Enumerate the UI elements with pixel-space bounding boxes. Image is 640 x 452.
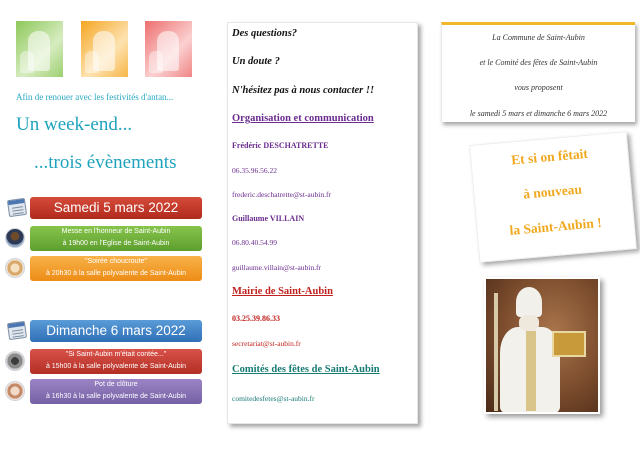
announce-dates: le samedi 5 mars et dimanche 6 mars 2022: [469, 109, 608, 118]
church-icon: [5, 228, 25, 248]
event-title: Messe en l'honneur de Saint-Aubin: [61, 228, 171, 235]
contact-us-line: N'hésitez pas à nous contacter !!: [232, 85, 375, 96]
event-choucroute: [30, 256, 202, 281]
person1-phone: 06.35.96.56.22: [232, 166, 277, 175]
event-closing-drink: [30, 379, 202, 404]
fete-line: la Saint-Aubin !: [508, 214, 603, 238]
event-title: Pot de clôture: [94, 381, 138, 388]
event-time-place: à 16h30 à la salle polyvalente de Saint-Aubin: [45, 393, 187, 400]
fete-line: Et si on fêtait: [510, 145, 589, 168]
decorative-photo-orange: [81, 21, 128, 77]
food-icon: [5, 258, 25, 278]
announce-line: vous proposent: [514, 83, 563, 92]
intro-text: Afin de renouer avec les festivités d'antan...: [16, 92, 174, 102]
person1-email[interactable]: frederic.deschatrette@st-aubin.fr: [232, 190, 331, 199]
question-line: Des questions?: [232, 28, 298, 39]
person2-phone: 06.80.40.54.99: [232, 238, 277, 247]
person1-name: Frédéric DESCHATRETTE: [232, 141, 329, 150]
title-three-events: ...trois évènements: [34, 152, 177, 173]
event-time-place: à 20h30 à la salle polyvalente de Saint-Aubin: [45, 270, 187, 277]
announce-line: La Commune de Saint-Aubin: [492, 33, 585, 42]
announce-line: et le Comité des fêtes de Saint-Aubin: [479, 58, 598, 67]
event-story: [30, 349, 202, 374]
mairie-heading: Mairie de Saint-Aubin: [232, 286, 333, 297]
event-title: "Si Saint-Aubin m'était contée...": [65, 351, 167, 358]
decorative-photo-red: [145, 21, 192, 77]
doubt-line: Un doute ?: [232, 56, 280, 67]
person2-name: Guillaume VILLAIN: [232, 214, 305, 223]
announcement-box: [441, 22, 635, 122]
calendar-icon: [7, 198, 27, 217]
mairie-email[interactable]: secretariat@st-aubin.fr: [232, 339, 301, 348]
event-title: "Soirée choucroute": [85, 258, 147, 265]
person2-email[interactable]: guillaume.villain@st-aubin.fr: [232, 263, 321, 272]
title-weekend: Un week-end...: [16, 114, 133, 135]
contact-panel: [227, 22, 418, 424]
event-time-place: à 15h00 à la salle polyvalente de Saint-Aubin: [45, 363, 187, 370]
comites-heading: Comités des fêtes de Saint-Aubin: [232, 364, 380, 375]
mairie-phone: 03.25.39.86.33: [232, 314, 280, 323]
fete-card: [469, 131, 637, 262]
fete-line: à nouveau: [522, 181, 583, 202]
comites-email[interactable]: comitedesfetes@st-aubin.fr: [232, 394, 315, 403]
event-time-place: à 19h00 en l'Eglise de Saint-Aubin: [62, 240, 170, 247]
drinks-icon: [5, 381, 25, 401]
org-heading: Organisation et communication: [232, 113, 374, 124]
storytelling-icon: [5, 351, 25, 371]
event-mass: [30, 226, 202, 251]
day-band-saturday: Samedi 5 mars 2022: [30, 197, 202, 219]
saint-aubin-statue-photo: [484, 277, 600, 414]
day-band-sunday: Dimanche 6 mars 2022: [30, 320, 202, 342]
calendar-icon: [7, 321, 27, 340]
decorative-photo-green: [16, 21, 63, 77]
